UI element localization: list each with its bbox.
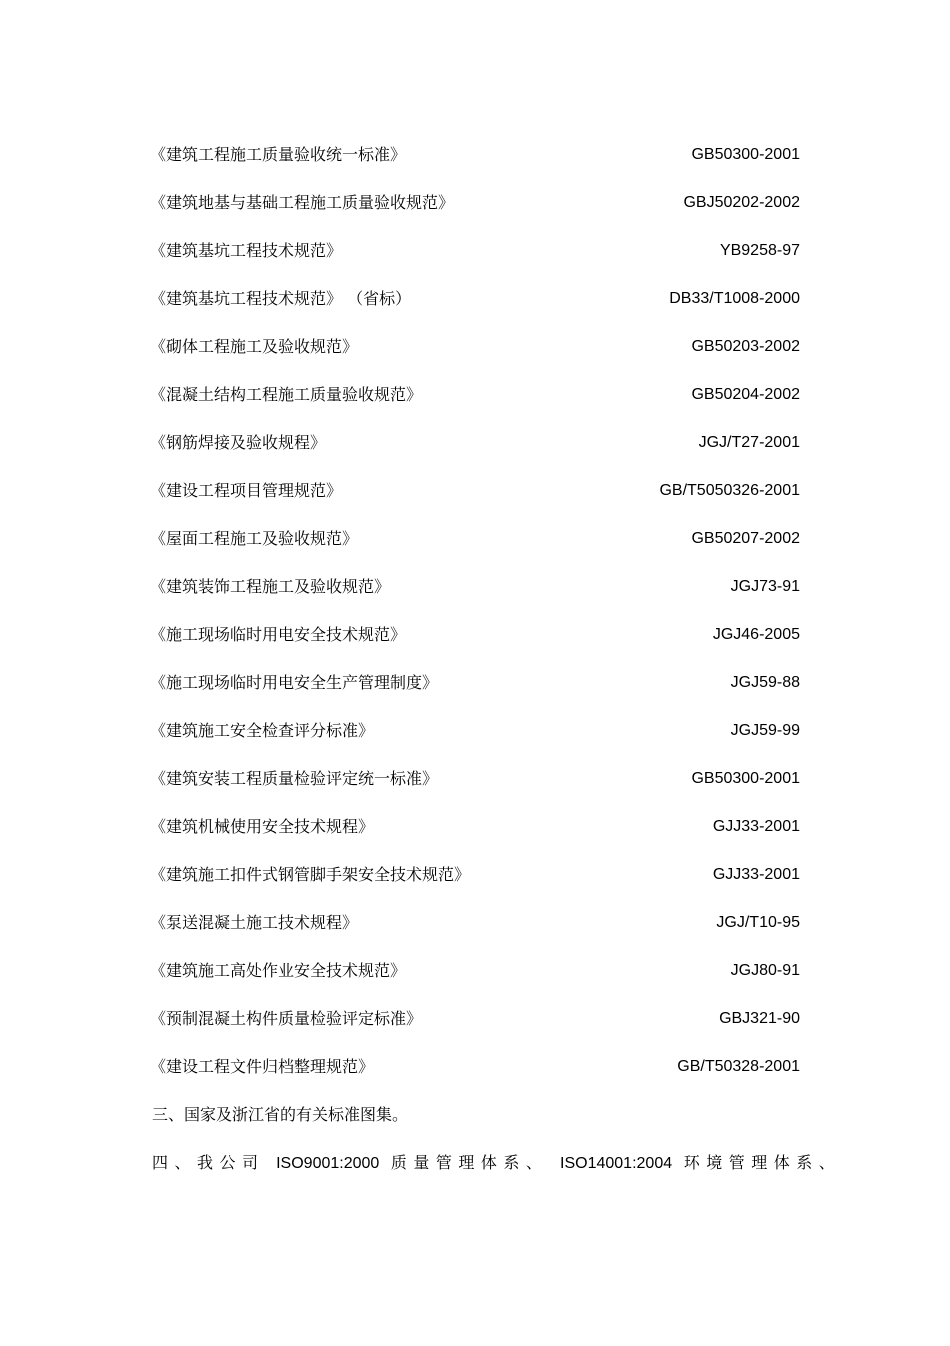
standard-code: JGJ46-2005 — [712, 626, 800, 643]
standard-code: GB50300-2001 — [691, 146, 800, 163]
standard-row — [150, 1002, 800, 1050]
standard-row — [150, 330, 800, 378]
standard-code: GJJ33-2001 — [712, 866, 800, 883]
item4-iso14001: ISO14001:2004 — [560, 1155, 673, 1172]
standard-code: GBJ321-90 — [719, 1010, 800, 1027]
standard-code: GB50203-2002 — [691, 338, 800, 355]
standard-name: 《砌体工程施工及验收规范》 — [150, 337, 359, 356]
standard-code: JGJ73-91 — [730, 578, 800, 595]
standard-row — [150, 906, 800, 954]
standard-name: 《施工现场临时用电安全生产管理制度》 — [150, 673, 439, 692]
item4-iso9001: ISO9001:2000 — [276, 1155, 380, 1172]
item4-suffix: 环境管理体系、 — [683, 1153, 842, 1172]
standard-row — [150, 810, 800, 858]
standard-code: GB50207-2002 — [691, 530, 800, 547]
standard-code: GB50300-2001 — [691, 770, 800, 787]
standard-code: JGJ59-99 — [730, 722, 800, 739]
item4-mid: 质量管理体系、 — [390, 1153, 549, 1172]
standard-name: 《钢筋焊接及验收规程》 — [150, 433, 327, 452]
item4-prefix: 四、我公司 — [152, 1153, 265, 1172]
standard-row — [150, 426, 800, 474]
standard-row — [150, 858, 800, 906]
standard-code: JGJ/T10-95 — [716, 914, 800, 931]
standards-list — [150, 138, 800, 1098]
standard-code: GBJ50202-2002 — [683, 194, 800, 211]
standard-name: 《建设工程文件归档整理规范》 — [150, 1057, 375, 1076]
standard-name: 《建筑工程施工质量验收统一标准》 — [150, 145, 407, 164]
standard-name: 《建筑施工扣件式钢管脚手架安全技术规范》 — [150, 865, 471, 884]
standard-name: 《屋面工程施工及验收规范》 — [150, 529, 359, 548]
standard-name: 《施工现场临时用电安全技术规范》 — [150, 625, 407, 644]
standard-row — [150, 618, 800, 666]
standard-name: 《预制混凝土构件质量检验评定标准》 — [150, 1009, 423, 1028]
standard-name: 《建筑施工安全检查评分标准》 — [150, 721, 375, 740]
standard-row — [150, 570, 800, 618]
standard-row — [150, 378, 800, 426]
standard-code: JGJ59-88 — [730, 674, 800, 691]
standard-code: GJJ33-2001 — [712, 818, 800, 835]
standard-name: 《建筑安装工程质量检验评定统一标准》 — [150, 769, 439, 788]
standard-name: 《建筑基坑工程技术规范》 — [150, 241, 343, 260]
standard-name: 《建筑地基与基础工程施工质量验收规范》 — [150, 193, 455, 212]
paragraph-item-3: 三、国家及浙江省的有关标准图集。 — [152, 1105, 409, 1124]
standard-row — [150, 714, 800, 762]
standard-code: JGJ/T27-2001 — [698, 434, 800, 451]
standard-code: GB50204-2002 — [691, 386, 800, 403]
standard-row — [150, 138, 800, 186]
standard-row — [150, 666, 800, 714]
standard-name: 《建筑机械使用安全技术规程》 — [150, 817, 375, 836]
standard-code: JGJ80-91 — [730, 962, 800, 979]
standard-name: 《建筑施工高处作业安全技术规范》 — [150, 961, 407, 980]
standard-name: 《泵送混凝土施工技术规程》 — [150, 913, 359, 932]
standard-code: GB/T5050326-2001 — [659, 482, 800, 499]
standard-code: YB9258-97 — [719, 242, 800, 259]
standard-name: 《建筑装饰工程施工及验收规范》 — [150, 577, 391, 596]
standard-row — [150, 954, 800, 1002]
standard-name: 《建筑基坑工程技术规范》 （省标） — [150, 289, 412, 308]
standard-row — [150, 474, 800, 522]
standard-row — [150, 282, 800, 330]
standard-row — [150, 762, 800, 810]
standard-name: 《建设工程项目管理规范》 — [150, 481, 343, 500]
paragraph-item-4 — [152, 1146, 852, 1181]
standard-row — [150, 522, 800, 570]
standard-row — [150, 234, 800, 282]
standard-code: DB33/T1008-2000 — [669, 290, 800, 307]
standard-row — [150, 1050, 800, 1098]
standard-code: GB/T50328-2001 — [677, 1058, 800, 1075]
standard-name: 《混凝土结构工程施工质量验收规范》 — [150, 385, 423, 404]
standard-row — [150, 186, 800, 234]
